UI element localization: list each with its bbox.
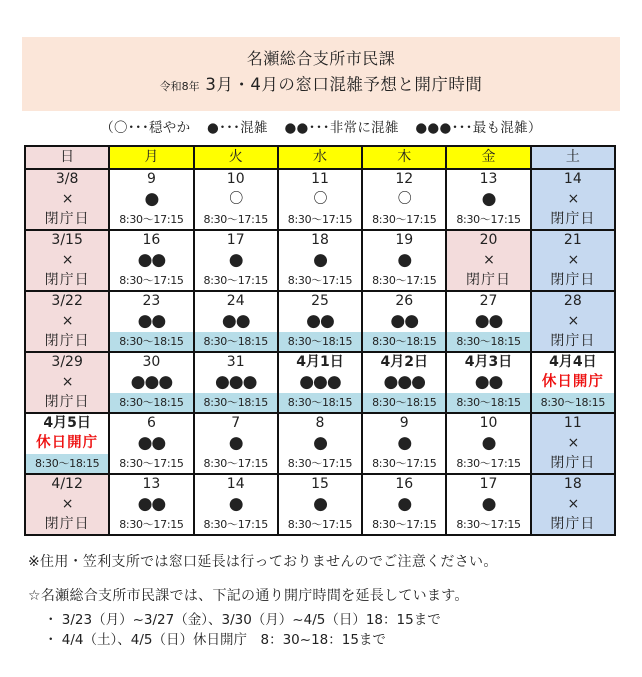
- calendar-week-row: [25, 291, 615, 352]
- calendar-week-row: [25, 474, 615, 535]
- day-date: 21: [563, 232, 582, 248]
- calendar-day-closed: [25, 474, 109, 535]
- closed-mark-icon: ×: [567, 496, 579, 512]
- weekday-fri: 金: [446, 146, 530, 169]
- note-extended-hours: ☆名瀬総合支所市民課では、下記の通り開庁時間を延長しています。: [28, 588, 469, 604]
- legend-calm: （〇･･･穏やか: [100, 120, 191, 136]
- calendar-day-closed: [446, 230, 530, 291]
- day-cell-content: [26, 231, 108, 290]
- day-date: 4月4日: [549, 354, 597, 370]
- calendar-day-closed: [531, 169, 615, 230]
- calendar-day: [194, 291, 278, 352]
- day-cell-content: [110, 170, 192, 229]
- calendar-day: [446, 169, 530, 230]
- day-cell-content: [363, 414, 445, 473]
- day-cell-content: [447, 475, 529, 534]
- legend-busy: ●･･･混雑: [207, 120, 268, 136]
- office-hours: 8:30～17:15: [203, 518, 268, 531]
- day-cell-content: [363, 475, 445, 534]
- calendar-day: [109, 291, 193, 352]
- weekday-sun: 日: [25, 146, 109, 169]
- day-cell-content: [195, 414, 277, 473]
- office-hours: 8:30～18:15: [363, 332, 445, 351]
- day-cell-content: [195, 292, 277, 351]
- day-cell-content: [110, 414, 192, 473]
- calendar-body: [25, 169, 615, 535]
- closed-label: 閉庁日: [550, 333, 596, 349]
- congestion-mark-icon: ●●●: [214, 372, 257, 392]
- congestion-mark-icon: ●: [481, 189, 496, 209]
- day-date: 30: [142, 354, 161, 370]
- day-date: 11: [311, 171, 329, 187]
- day-date: 19: [395, 232, 414, 248]
- day-date: 3/29: [51, 354, 83, 370]
- note-branch-offices: ※住用・笠利支所では窓口延長は行っておりませんのでご注意ください。: [28, 554, 498, 570]
- day-cell-content: [26, 414, 108, 473]
- calendar-day: [109, 474, 193, 535]
- closed-mark-icon: ×: [567, 435, 579, 451]
- calendar-week-row: [25, 230, 615, 291]
- office-hours: 8:30～18:15: [363, 393, 445, 412]
- calendar-week-row: [25, 352, 615, 413]
- closed-label: 閉庁日: [44, 211, 90, 227]
- calendar-day-closed: [25, 230, 109, 291]
- congestion-mark-icon: ●: [228, 250, 243, 270]
- day-cell-content: [26, 292, 108, 351]
- day-date: 4月5日: [43, 415, 91, 431]
- day-date: 20: [479, 232, 498, 248]
- calendar-day: [362, 413, 446, 474]
- day-date: 27: [479, 293, 498, 309]
- era-label: 令和8年: [159, 80, 200, 93]
- day-cell-content: [110, 231, 192, 290]
- calendar-day-closed: [531, 291, 615, 352]
- congestion-mark-icon: ●: [228, 494, 243, 514]
- day-date: 12: [395, 171, 414, 187]
- calendar-day-closed: [531, 413, 615, 474]
- calendar-day: [109, 413, 193, 474]
- calendar-day: [194, 169, 278, 230]
- congestion-mark-icon: ●: [144, 189, 159, 209]
- day-date: 4月1日: [296, 354, 344, 370]
- calendar-table: [24, 145, 616, 536]
- closed-mark-icon: ×: [567, 191, 579, 207]
- calendar-day-closed: [531, 474, 615, 535]
- calendar-day: [109, 352, 193, 413]
- day-cell-content: [532, 231, 614, 290]
- office-hours: 8:30～17:15: [203, 274, 268, 287]
- congestion-mark-icon: ●●●: [130, 372, 173, 392]
- office-hours: 8:30～18:15: [195, 332, 277, 351]
- congestion-mark-icon: 〇: [397, 191, 411, 207]
- office-hours: 8:30～17:15: [287, 518, 353, 531]
- day-cell-content: [195, 231, 277, 290]
- day-cell-content: [447, 170, 529, 229]
- closed-mark-icon: ×: [61, 191, 73, 207]
- office-hours: 8:30～17:15: [372, 518, 437, 531]
- congestion-mark-icon: ●: [397, 433, 412, 453]
- legend-most-busy: ●●●･･･最も混雑）: [415, 120, 542, 136]
- calendar-day: [278, 474, 362, 535]
- congestion-mark-icon: 〇: [313, 191, 327, 207]
- day-cell-content: [110, 475, 192, 534]
- closed-mark-icon: ×: [567, 313, 579, 329]
- closed-label: 閉庁日: [44, 394, 90, 410]
- office-hours: 8:30～17:15: [456, 518, 521, 531]
- congestion-mark-icon: ●: [481, 433, 496, 453]
- day-cell-content: [110, 353, 192, 412]
- day-date: 16: [395, 476, 414, 492]
- closed-mark-icon: ×: [61, 496, 73, 512]
- subtitle-text: 3月・4月の窓口混雑予想と開庁時間: [199, 75, 483, 94]
- day-cell-content: [532, 353, 614, 412]
- calendar-day: [446, 474, 530, 535]
- calendar-day: [446, 352, 530, 413]
- office-hours: 8:30～18:15: [26, 454, 108, 473]
- office-hours: 8:30～18:15: [532, 393, 614, 412]
- office-hours: 8:30～18:15: [279, 332, 361, 351]
- congestion-mark-icon: ●●: [474, 311, 503, 331]
- day-cell-content: [195, 170, 277, 229]
- closed-mark-icon: ×: [61, 313, 73, 329]
- notes-section: [28, 552, 498, 650]
- day-cell-content: [26, 475, 108, 534]
- note-bullet-holiday: ・ 4/4（土）、4/5（日）休日開庁 8：30~18：15まで: [44, 632, 386, 648]
- day-cell-content: [532, 475, 614, 534]
- calendar-day: [278, 230, 362, 291]
- calendar-day: [194, 474, 278, 535]
- congestion-mark-icon: ●●●: [299, 372, 341, 392]
- day-cell-content: [447, 231, 529, 290]
- congestion-mark-icon: ●●: [221, 311, 250, 331]
- calendar-day: [446, 413, 530, 474]
- day-cell-content: [195, 475, 277, 534]
- closed-label: 閉庁日: [466, 272, 512, 288]
- day-cell-content: [532, 414, 614, 473]
- office-hours: 8:30～18:15: [195, 393, 277, 412]
- legend-very-busy: ●●･･･非常に混雑: [284, 120, 399, 136]
- office-hours: 8:30～17:15: [287, 274, 353, 287]
- day-date: 28: [563, 293, 582, 309]
- congestion-mark-icon: ●●: [474, 372, 503, 392]
- day-date: 10: [479, 415, 498, 431]
- day-cell-content: [363, 353, 445, 412]
- closed-label: 閉庁日: [44, 272, 90, 288]
- day-date: 11: [563, 415, 582, 431]
- day-cell-content: [110, 292, 192, 351]
- day-date: 31: [226, 354, 245, 370]
- congestion-mark-icon: ●●: [137, 250, 166, 270]
- day-cell-content: [279, 292, 361, 351]
- day-date: 3/22: [51, 293, 83, 309]
- calendar-day: [194, 352, 278, 413]
- congestion-mark-icon: ●●: [137, 311, 166, 331]
- calendar-day-closed: [531, 230, 615, 291]
- day-date: 8: [315, 415, 325, 431]
- day-date: 25: [311, 293, 329, 309]
- office-hours: 8:30～17:15: [456, 213, 521, 226]
- day-date: 4月2日: [380, 354, 428, 370]
- day-date: 13: [142, 476, 161, 492]
- calendar-week-row: [25, 169, 615, 230]
- calendar-day: [194, 413, 278, 474]
- calendar-day: [109, 169, 193, 230]
- day-date: 4月3日: [464, 354, 513, 370]
- closed-label: 閉庁日: [550, 272, 596, 288]
- office-hours: 8:30～17:15: [287, 213, 353, 226]
- closed-mark-icon: ×: [567, 252, 579, 268]
- day-cell-content: [447, 353, 529, 412]
- congestion-mark-icon: ●●: [390, 311, 419, 331]
- office-hours: 8:30～18:15: [110, 332, 192, 351]
- calendar-day: [278, 291, 362, 352]
- day-date: 9: [146, 171, 156, 187]
- congestion-mark-icon: ●: [397, 494, 412, 514]
- closed-mark-icon: ×: [61, 252, 73, 268]
- closed-mark-icon: ×: [483, 252, 494, 268]
- closed-label: 閉庁日: [44, 333, 90, 349]
- congestion-mark-icon: 〇: [229, 191, 243, 207]
- calendar-day: [362, 291, 446, 352]
- calendar-day: [531, 352, 615, 413]
- day-cell-content: [363, 292, 445, 351]
- office-hours: 8:30～17:15: [119, 213, 184, 226]
- congestion-mark-icon: ●●●: [383, 372, 426, 392]
- calendar-day-closed: [25, 169, 109, 230]
- day-date: 17: [479, 476, 498, 492]
- weekday-wed: 水: [278, 146, 362, 169]
- office-hours: 8:30～18:15: [110, 393, 192, 412]
- day-cell-content: [279, 170, 361, 229]
- congestion-mark-icon: ●: [228, 433, 243, 453]
- day-date: 16: [142, 232, 161, 248]
- calendar-day: [362, 169, 446, 230]
- weekday-thu: 木: [362, 146, 446, 169]
- day-date: 23: [142, 293, 161, 309]
- day-cell-content: [279, 475, 361, 534]
- day-date: 17: [226, 232, 245, 248]
- day-date: 9: [399, 415, 409, 431]
- calendar-day: [362, 474, 446, 535]
- note-bullet-evening: ・ 3/23（月）~3/27（金）、3/30（月）~4/5（日）18：15まで: [44, 612, 441, 628]
- weekday-header-row: [25, 146, 615, 169]
- office-hours: 8:30～18:15: [447, 393, 529, 412]
- office-hours: 8:30～17:15: [372, 457, 437, 470]
- page-subtitle: [22, 72, 620, 100]
- day-cell-content: [363, 231, 445, 290]
- calendar-day-closed: [25, 291, 109, 352]
- day-date: 4/12: [51, 476, 83, 492]
- congestion-mark-icon: ●●: [306, 311, 334, 331]
- day-date: 3/8: [55, 171, 79, 187]
- day-date: 3/15: [51, 232, 83, 248]
- calendar-day: [278, 352, 362, 413]
- calendar-day: [278, 169, 362, 230]
- day-cell-content: [532, 292, 614, 351]
- day-cell-content: [363, 170, 445, 229]
- day-cell-content: [26, 170, 108, 229]
- office-hours: 8:30～17:15: [456, 457, 521, 470]
- calendar-day: [446, 291, 530, 352]
- office-hours: 8:30～17:15: [119, 457, 184, 470]
- calendar-day: [25, 413, 109, 474]
- congestion-mark-icon: ●●: [137, 494, 166, 514]
- calendar-day: [109, 230, 193, 291]
- header-banner: [22, 37, 620, 111]
- office-hours: 8:30～17:15: [119, 518, 184, 531]
- holiday-open-label: 休日開庁: [541, 374, 604, 390]
- office-hours: 8:30～18:15: [447, 332, 529, 351]
- day-cell-content: [279, 231, 361, 290]
- calendar-week-row: [25, 413, 615, 474]
- congestion-mark-icon: ●: [313, 433, 327, 453]
- office-hours: 8:30～17:15: [119, 274, 184, 287]
- day-date: 15: [311, 476, 329, 492]
- day-cell-content: [26, 353, 108, 412]
- weekday-tue: 火: [194, 146, 278, 169]
- day-date: 18: [311, 232, 329, 248]
- holiday-open-label: 休日開庁: [36, 435, 99, 451]
- day-cell-content: [447, 414, 529, 473]
- day-date: 13: [479, 171, 498, 187]
- day-date: 7: [231, 415, 241, 431]
- calendar-day: [362, 230, 446, 291]
- office-hours: 8:30～17:15: [203, 213, 268, 226]
- office-hours: 8:30～17:15: [372, 213, 437, 226]
- day-date: 14: [563, 171, 582, 187]
- day-date: 10: [226, 171, 245, 187]
- calendar-day: [362, 352, 446, 413]
- congestion-legend: [22, 116, 620, 136]
- office-title: 名瀬総合支所市民課: [246, 49, 396, 68]
- congestion-mark-icon: ●: [313, 494, 327, 514]
- calendar-day: [278, 413, 362, 474]
- weekday-mon: 月: [109, 146, 193, 169]
- closed-label: 閉庁日: [550, 211, 596, 227]
- congestion-mark-icon: ●: [313, 250, 327, 270]
- office-hours: 8:30～17:15: [203, 457, 268, 470]
- day-date: 18: [563, 476, 582, 492]
- weekday-sat: 土: [531, 146, 615, 169]
- day-date: 14: [226, 476, 245, 492]
- day-cell-content: [532, 170, 614, 229]
- day-date: 26: [395, 293, 414, 309]
- closed-mark-icon: ×: [61, 374, 73, 390]
- office-hours: 8:30～18:15: [279, 393, 361, 412]
- day-date: 6: [146, 415, 156, 431]
- closed-label: 閉庁日: [550, 455, 596, 471]
- closed-label: 閉庁日: [44, 516, 90, 532]
- day-cell-content: [195, 353, 277, 412]
- day-cell-content: [279, 353, 361, 412]
- congestion-mark-icon: ●: [481, 494, 496, 514]
- office-hours: 8:30～17:15: [372, 274, 437, 287]
- day-date: 24: [226, 293, 245, 309]
- calendar-day: [194, 230, 278, 291]
- congestion-mark-icon: ●: [397, 250, 412, 270]
- day-cell-content: [447, 292, 529, 351]
- calendar-day-closed: [25, 352, 109, 413]
- closed-label: 閉庁日: [550, 516, 596, 532]
- day-cell-content: [279, 414, 361, 473]
- congestion-mark-icon: ●●: [137, 433, 166, 453]
- office-hours: 8:30～17:15: [287, 457, 353, 470]
